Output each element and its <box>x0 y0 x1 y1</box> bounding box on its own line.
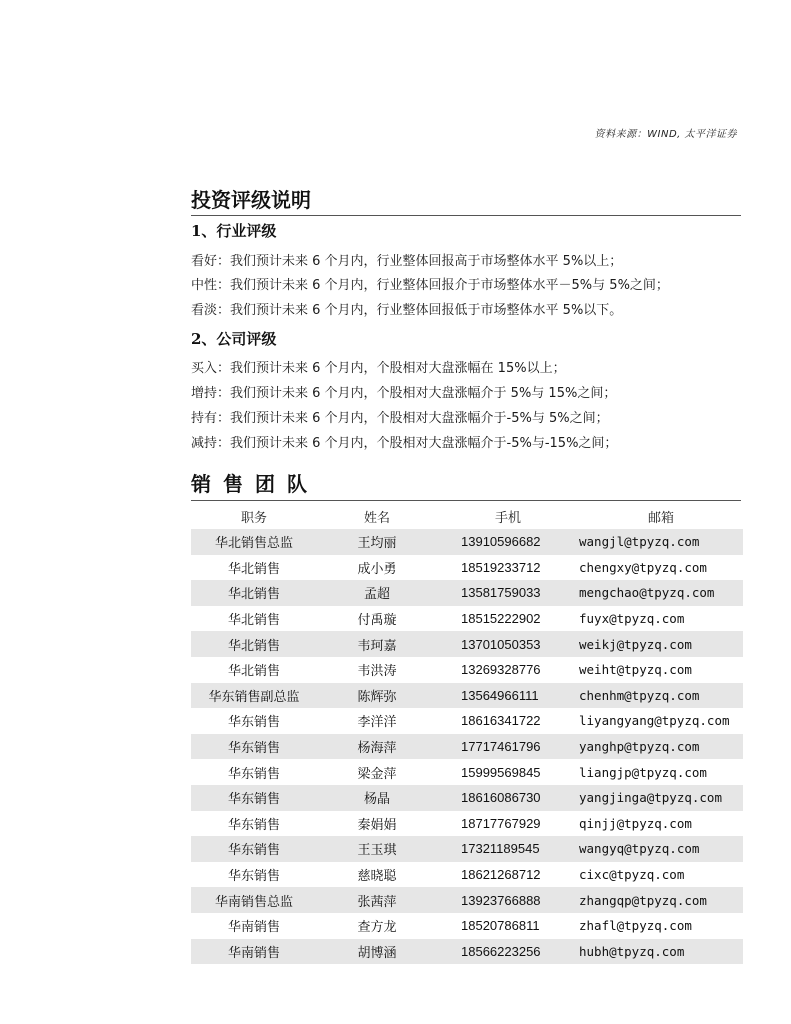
header-position: 职务 <box>240 510 267 526</box>
email-cell: hubh@tpyzq.com <box>579 939 743 965</box>
company-rating-line: 增持：我们预计未来 6 个月内，个股相对大盘涨幅介于 5%与 15%之间； <box>191 386 617 401</box>
position-cell: 华北销售 <box>227 561 280 577</box>
name-cell: 陈辉弥 <box>317 683 437 709</box>
table-row <box>191 785 743 811</box>
email-cell: yangjinga@tpyzq.com <box>579 785 743 811</box>
email-cell: zhafl@tpyzq.com <box>579 918 692 934</box>
name-cell: 成小勇 <box>357 561 397 577</box>
phone-cell: 13910596682 <box>437 529 579 555</box>
table-row <box>191 759 743 785</box>
position-cell: 华北销售 <box>191 580 317 606</box>
name-cell: 查方龙 <box>357 920 397 936</box>
table-row <box>191 657 743 683</box>
email-cell: cixc@tpyzq.com <box>579 867 685 883</box>
table-row <box>191 811 743 837</box>
industry-rating-heading: 1、行业评级 <box>191 222 277 240</box>
position-cell: 华东销售 <box>191 836 317 862</box>
phone-cell: 13923766888 <box>437 887 579 913</box>
phone-cell: 18519233712 <box>461 559 541 575</box>
header-phone: 手机 <box>494 510 521 526</box>
position-cell: 华东销售 <box>191 785 317 811</box>
name-cell: 慈晓聪 <box>357 869 397 885</box>
name-cell: 付禹璇 <box>357 613 397 629</box>
table-header-row <box>191 503 743 529</box>
name-cell: 张茜萍 <box>317 887 437 913</box>
phone-cell: 13581759033 <box>437 580 579 606</box>
position-cell: 华东销售 <box>191 734 317 760</box>
name-cell: 韦洪涛 <box>357 664 397 680</box>
table-row <box>191 836 743 862</box>
email-cell: mengchao@tpyzq.com <box>579 580 743 606</box>
phone-cell: 13701050353 <box>437 631 579 657</box>
name-cell: 韦珂嘉 <box>317 631 437 657</box>
table-row <box>191 683 743 709</box>
table-row <box>191 887 743 913</box>
industry-rating-line: 看淡：我们预计未来 6 个月内，行业整体回报低于市场整体水平 5%以下。 <box>191 303 623 318</box>
email-cell: wangyq@tpyzq.com <box>579 836 743 862</box>
industry-rating-line: 中性：我们预计未来 6 个月内，行业整体回报介于市场整体水平－5%与 5%之间； <box>191 278 669 293</box>
table-row <box>191 734 743 760</box>
phone-cell: 13564966111 <box>437 683 579 709</box>
sales-team-title: 销售团队 <box>191 472 741 501</box>
phone-cell: 18520786811 <box>461 918 540 934</box>
name-cell: 梁金萍 <box>357 766 397 782</box>
name-cell: 李洋洋 <box>357 715 397 731</box>
industry-rating-line: 看好：我们预计未来 6 个月内，行业整体回报高于市场整体水平 5%以上； <box>191 254 623 269</box>
email-cell: liyangyang@tpyzq.com <box>579 713 730 729</box>
table-row <box>191 606 743 632</box>
company-rating-line: 减持：我们预计未来 6 个月内，个股相对大盘涨幅介于-5%与-15%之间； <box>191 436 618 451</box>
rating-section-title: 投资评级说明 <box>191 188 741 216</box>
name-cell: 胡博涵 <box>317 939 437 965</box>
phone-cell: 18621268712 <box>461 867 541 883</box>
table-row <box>191 913 743 939</box>
email-cell: weiht@tpyzq.com <box>579 662 692 678</box>
phone-cell: 17321189545 <box>437 836 579 862</box>
table-row <box>191 708 743 734</box>
phone-cell: 17717461796 <box>437 734 579 760</box>
email-cell: wangjl@tpyzq.com <box>579 529 743 555</box>
table-row <box>191 555 743 581</box>
table-row <box>191 529 743 555</box>
phone-cell: 15999569845 <box>461 764 541 780</box>
position-cell: 华东销售 <box>227 766 280 782</box>
email-cell: chenhm@tpyzq.com <box>579 683 743 709</box>
phone-cell: 18717767929 <box>461 815 541 831</box>
email-cell: chengxy@tpyzq.com <box>579 559 707 575</box>
table-row <box>191 631 743 657</box>
name-cell: 孟超 <box>317 580 437 606</box>
sales-team-rows <box>191 529 743 964</box>
header-email: 邮箱 <box>647 510 674 526</box>
table-row <box>191 580 743 606</box>
position-cell: 华东销售 <box>227 715 280 731</box>
position-cell: 华北销售 <box>191 631 317 657</box>
name-cell: 秦娟娟 <box>357 817 397 833</box>
company-rating-line: 持有：我们预计未来 6 个月内，个股相对大盘涨幅介于-5%与 5%之间； <box>191 411 609 426</box>
name-cell: 杨海萍 <box>317 734 437 760</box>
position-cell: 华南销售 <box>191 939 317 965</box>
email-cell: weikj@tpyzq.com <box>579 631 743 657</box>
position-cell: 华南销售 <box>227 920 280 936</box>
company-rating-line: 买入：我们预计未来 6 个月内，个股相对大盘涨幅在 15%以上； <box>191 361 566 376</box>
name-cell: 王均丽 <box>317 529 437 555</box>
position-cell: 华东销售 <box>227 817 280 833</box>
position-cell: 华北销售 <box>227 613 280 629</box>
phone-cell: 18515222902 <box>461 611 541 627</box>
phone-cell: 13269328776 <box>461 662 541 678</box>
email-cell: zhangqp@tpyzq.com <box>579 887 743 913</box>
email-cell: qinjj@tpyzq.com <box>579 815 692 831</box>
source-note: 资料来源：WIND, 太平洋证券 <box>594 129 737 140</box>
name-cell: 王玉琪 <box>317 836 437 862</box>
phone-cell: 18616341722 <box>461 713 541 729</box>
position-cell: 华北销售 <box>227 664 280 680</box>
position-cell: 华东销售副总监 <box>191 683 317 709</box>
position-cell: 华南销售总监 <box>191 887 317 913</box>
header-name: 姓名 <box>363 510 390 526</box>
position-cell: 华东销售 <box>227 869 280 885</box>
position-cell: 华北销售总监 <box>191 529 317 555</box>
company-rating-heading: 2、公司评级 <box>191 330 277 348</box>
sales-team-table <box>191 503 743 964</box>
table-row <box>191 939 743 965</box>
email-cell: yanghp@tpyzq.com <box>579 734 743 760</box>
phone-cell: 18616086730 <box>437 785 579 811</box>
phone-cell: 18566223256 <box>437 939 579 965</box>
table-row <box>191 862 743 888</box>
name-cell: 杨晶 <box>317 785 437 811</box>
email-cell: fuyx@tpyzq.com <box>579 611 685 627</box>
email-cell: liangjp@tpyzq.com <box>579 764 707 780</box>
